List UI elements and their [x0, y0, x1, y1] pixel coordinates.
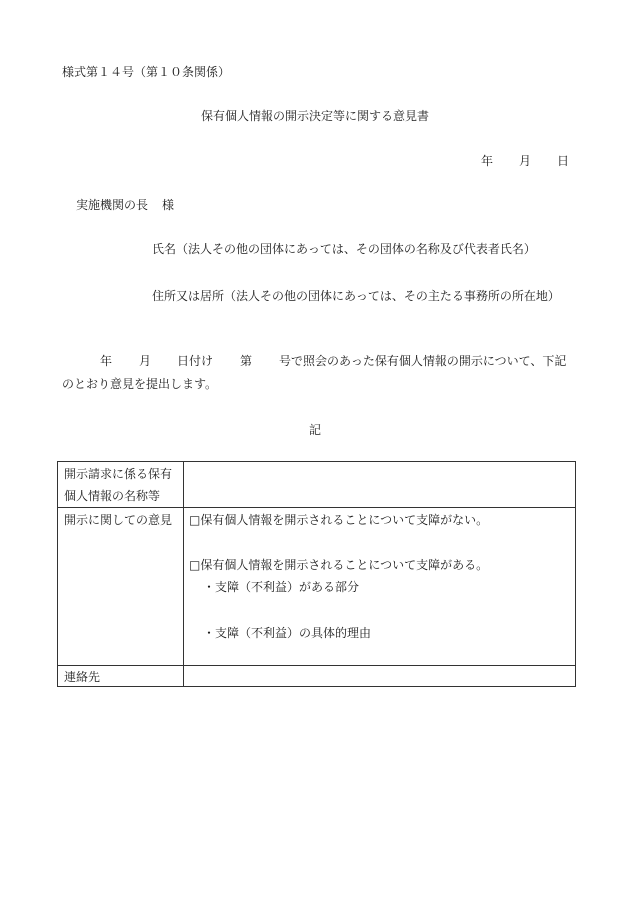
table-column-divider [183, 462, 184, 686]
date-day: 日 [557, 154, 570, 168]
date-year: 年 [481, 154, 494, 168]
body-month: 月 [139, 354, 152, 368]
body-paragraph-line1 [0, 355, 630, 369]
row1-label-line2: 個人情報の名称等 [64, 489, 161, 503]
option-impediment[interactable]: □保有個人情報を開示されることについて支障がある。 [189, 558, 489, 572]
body-paragraph-line2: のとおり意見を提出します。 [62, 377, 218, 391]
table-row-divider [58, 507, 575, 508]
body-dai: 第 [240, 354, 253, 368]
addressee-honorific: 様 [162, 198, 175, 212]
name-line: 氏名（法人その他の団体にあっては、その団体の名称及び代表者氏名） [152, 242, 536, 256]
ki-heading: 記 [308, 423, 321, 437]
option-no-impediment[interactable]: □保有個人情報を開示されることについて支障がない。 [189, 513, 489, 527]
row1-value-cell[interactable] [189, 466, 574, 505]
addressee-label: 実施機関の長 [76, 198, 149, 212]
opinion-table [57, 461, 576, 687]
document-title: 保有個人情報の開示決定等に関する意見書 [200, 109, 429, 123]
body-year: 年 [100, 354, 113, 368]
contact-value-cell[interactable] [189, 668, 574, 685]
body-dated: 日付け [177, 354, 214, 368]
impediment-part-bullet: ・支障（不利益）がある部分 [203, 580, 360, 594]
impediment-reason-bullet: ・支障（不利益）の具体的理由 [203, 626, 372, 640]
body-rest: 号で照会のあった保有個人情報の開示について、下記 [279, 354, 567, 368]
date-month: 月 [519, 154, 532, 168]
form-number: 様式第１４号（第１０条関係） [62, 65, 231, 79]
table-row-divider [58, 665, 575, 666]
row2-label: 開示に関しての意見 [64, 513, 173, 527]
address-line: 住所又は居所（法人その他の団体にあっては、その主たる事務所の所在地） [152, 289, 560, 303]
row3-label: 連絡先 [64, 670, 101, 684]
addressee [76, 199, 174, 211]
row1-label-line1: 開示請求に係る保有 [64, 467, 173, 481]
